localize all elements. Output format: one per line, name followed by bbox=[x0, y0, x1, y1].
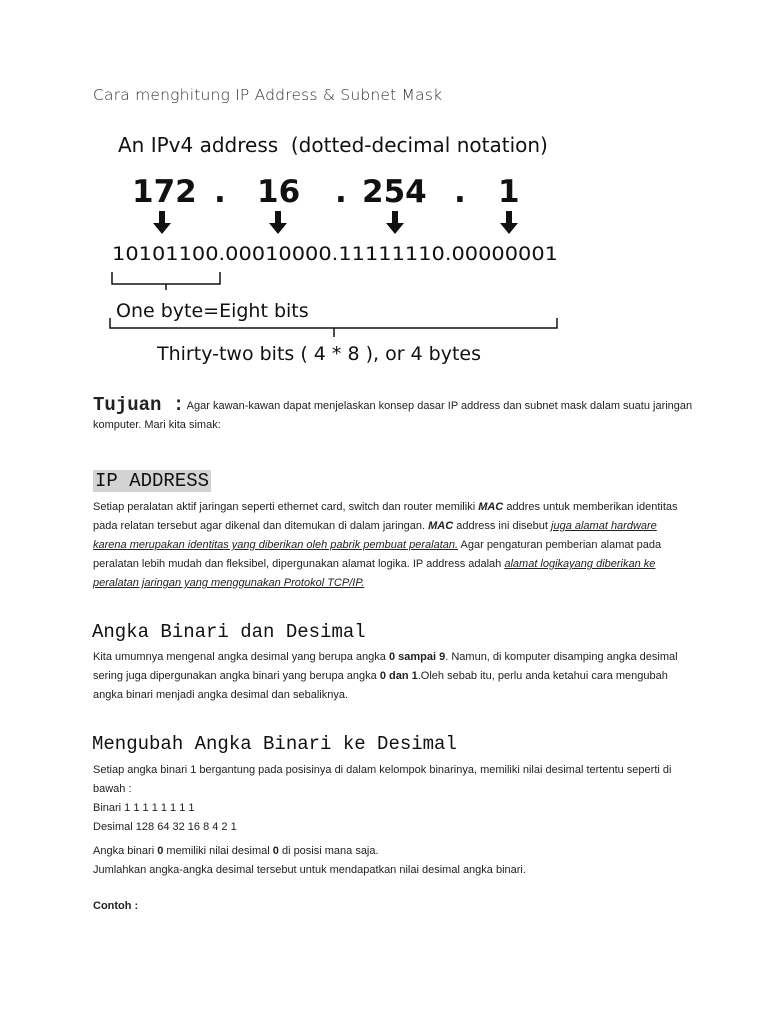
ip-address-heading: IP ADDRESS bbox=[95, 470, 210, 492]
binari-text-1: Kita umumnya mengenal angka desimal yang berupa angka bbox=[93, 651, 389, 663]
desimal-line: Desimal 128 64 32 16 8 4 2 1 bbox=[93, 821, 237, 833]
octet-1: 172 bbox=[132, 174, 197, 210]
octet-2: 16 bbox=[257, 174, 301, 210]
rule-text: di posisi mana saja. bbox=[278, 845, 379, 857]
ip-text-1: Setiap peralatan aktif jaringan seperti ethernet card, switch dan router memiliki bbox=[93, 501, 479, 513]
ip-address-definition: alamat logikayang diberikan ke peralatan jaringan yang menggunakan Protokol TCP/IP. bbox=[93, 558, 656, 589]
down-arrow-icon bbox=[153, 211, 171, 234]
rule-zero-decimal: 0 bbox=[272, 845, 279, 857]
binary-representation: 10101100.00010000.11111110.00000001 bbox=[112, 244, 558, 265]
mac-term: MAC bbox=[478, 501, 504, 513]
diagram-heading: An IPv4 address (dotted-decimal notation) bbox=[118, 133, 548, 157]
down-arrow-icon bbox=[386, 211, 404, 234]
binari-text-2: . Namun, di komputer disamping angka desimal sering juga dipergunakan angka binari yang berupa angka bbox=[93, 651, 678, 682]
rule-zero-binary: 0 bbox=[157, 845, 164, 857]
contoh-label: Contoh : bbox=[93, 900, 139, 912]
ip-text-2: addres untuk memberikan identitas pada relatan tersebut agar dikenal dan ditemukan di dalam jaringan. bbox=[93, 501, 678, 532]
tujuan-paragraph bbox=[93, 396, 693, 435]
mac-term: MAC bbox=[428, 520, 454, 532]
mengubah-paragraph bbox=[93, 761, 683, 837]
mengubah-heading: Mengubah Angka Binari ke Desimal bbox=[92, 733, 457, 755]
binari-line: Binari 1 1 1 1 1 1 1 1 bbox=[93, 802, 195, 814]
octet-dot-1: . bbox=[214, 174, 226, 210]
bits-label: Thirty-two bits ( 4 * 8 ), or 4 bytes bbox=[157, 343, 482, 365]
ip-text-4: Agar pengaturan pemberian alamat pada peralatan lebih mudah dan fleksibel, dipergunakan alamat logika. IP address adalah bbox=[93, 539, 662, 570]
rule-sum: Jumlahkan angka-angka desimal tersebut untuk mendapatkan nilai desimal angka binari. bbox=[93, 864, 526, 876]
octet-4: 1 bbox=[498, 174, 520, 210]
mengubah-intro: Setiap angka binari 1 bergantung pada posisinya di dalam kelompok binarinya, memiliki nilai desimal tertentu seperti di bawah : bbox=[93, 764, 672, 795]
ip-address-paragraph bbox=[93, 498, 683, 593]
mengubah-rules bbox=[93, 842, 683, 880]
hardware-address-definition: juga alamat hardware karena merupakan identitas yang diberikan oleh pabrik pembuat peralatan. bbox=[93, 520, 657, 551]
byte-bracket bbox=[112, 272, 220, 290]
binari-text-3: .Oleh sebab itu, perlu anda ketahui cara mengubah angka binari menjadi angka desimal dan sebaliknya. bbox=[93, 670, 668, 701]
octet-3: 254 bbox=[362, 174, 427, 210]
tujuan-label: Tujuan : bbox=[93, 394, 185, 416]
ip-text-3: address ini disebut bbox=[453, 520, 552, 532]
octet-dot-2: . bbox=[335, 174, 347, 210]
binari-desimal-paragraph bbox=[93, 648, 683, 705]
digit-range-binary: 0 dan 1 bbox=[379, 670, 418, 682]
document-title: Cara menghitung IP Address & Subnet Mask bbox=[93, 86, 443, 104]
rule-text: memiliki nilai desimal bbox=[163, 845, 273, 857]
rule-text: Angka binari bbox=[93, 845, 158, 857]
binari-desimal-heading: Angka Binari dan Desimal bbox=[92, 621, 366, 643]
byte-label: One byte=Eight bits bbox=[116, 300, 309, 322]
rule-zero bbox=[93, 842, 683, 861]
tujuan-text: Agar kawan-kawan dapat menjelaskan konsep dasar IP address dan subnet mask dalam suatu jaringan komputer. Mari kita simak: bbox=[93, 400, 693, 431]
digit-range-decimal: 0 sampai 9 bbox=[388, 651, 446, 663]
ipv4-address-diagram bbox=[100, 122, 580, 372]
down-arrow-icon bbox=[500, 211, 518, 234]
octet-dot-3: . bbox=[454, 174, 466, 210]
down-arrow-icon bbox=[269, 211, 287, 234]
